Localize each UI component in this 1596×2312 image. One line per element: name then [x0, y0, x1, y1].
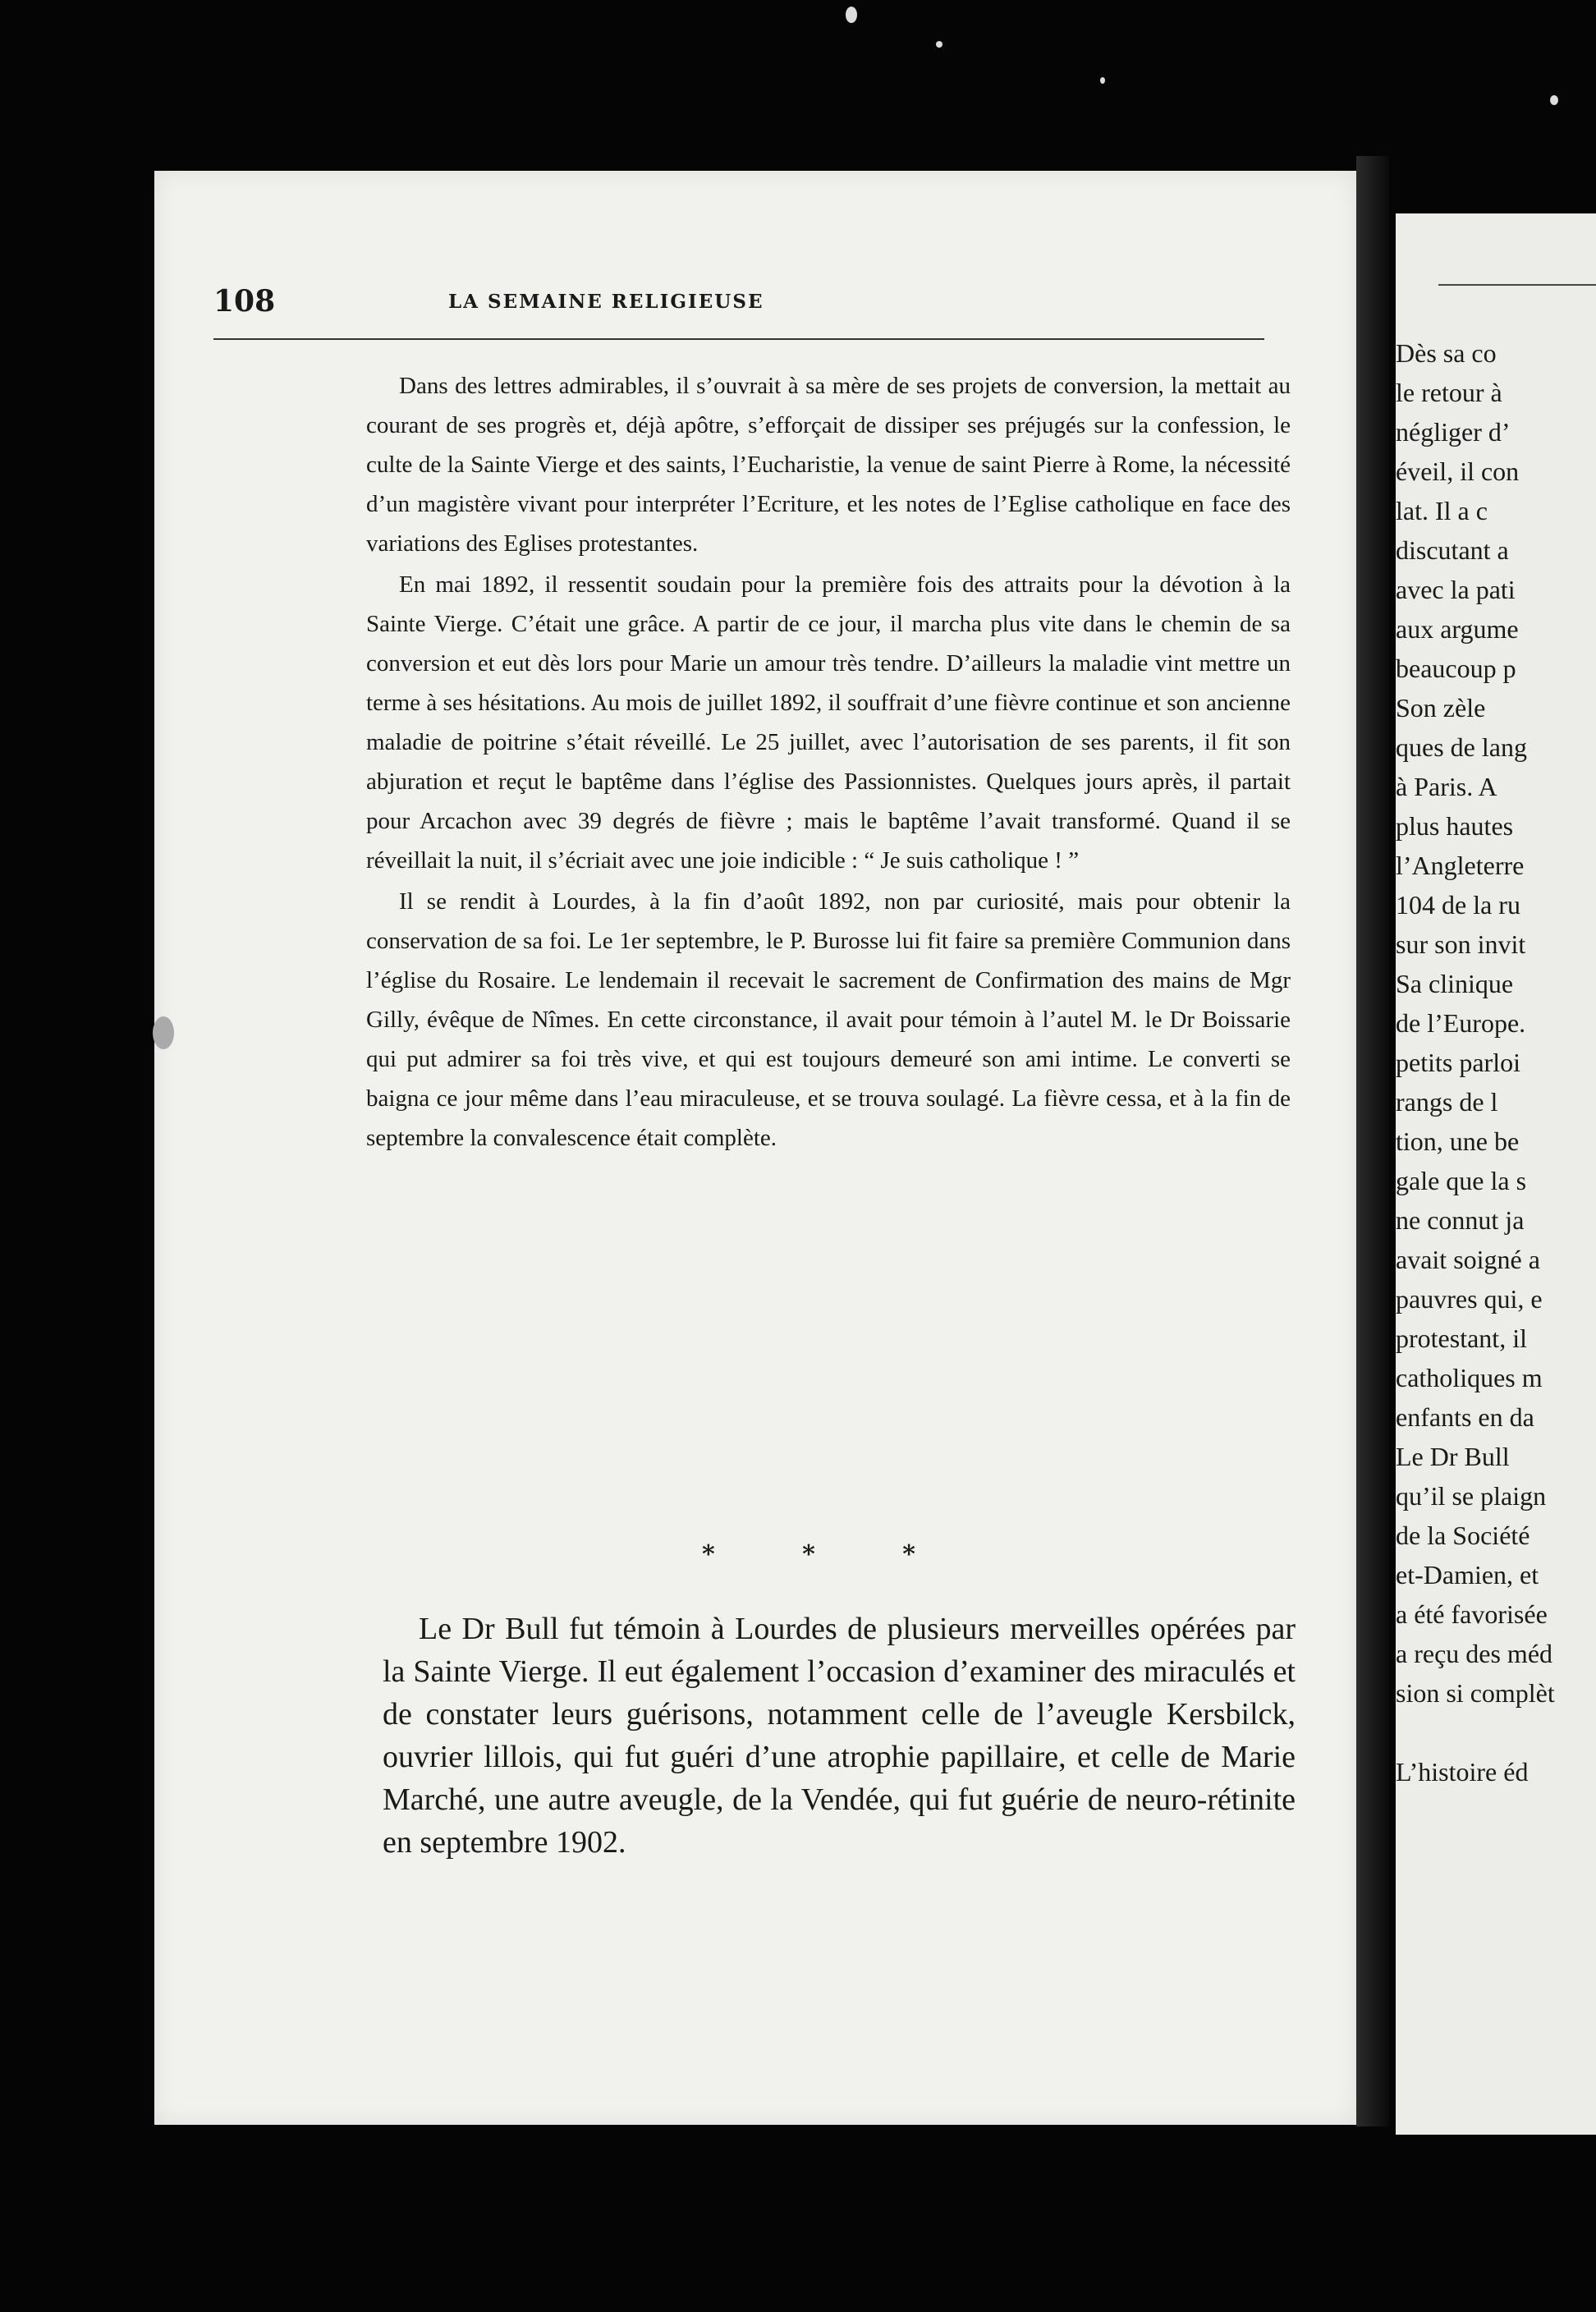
facing-page-line: aux argume	[1396, 614, 1519, 644]
facing-page-line: enfants en da	[1396, 1402, 1534, 1432]
paragraph-3: Il se rendit à Lourdes, à la fin d’août 1892, non par curiosité, mais pour obtenir la conservation de sa foi. Le 1er septembre, le P. Burosse lui fit faire sa première Communion dans l’église du Rosaire. Le lendemain il recevait le sacrement de Confirmation des mains de Mgr Gilly, évêque de Nîmes. En cette circonstance, il avait pour témoin à l’autel M. le Dr Boissarie qui put admirer sa foi très vive, et qui est toujours demeuré son ami intime. Le converti se baigna ce jour même dans l’eau miraculeuse, et se trouva soulagé. La fièvre cessa, et à la fin de septembre la convalescence était complète.	[366, 888, 1291, 1151]
facing-page-text	[1396, 333, 1596, 1791]
facing-page-line: à Paris. A	[1396, 772, 1497, 801]
facing-page-line: a été favorisée	[1396, 1599, 1548, 1629]
facing-page-line: gale que la s	[1396, 1166, 1527, 1195]
header-rule	[213, 338, 1264, 340]
facing-page-line: de la Société	[1396, 1521, 1530, 1550]
facing-page-line: Sa clinique	[1396, 969, 1514, 998]
facing-page-line: discutant a	[1396, 535, 1509, 565]
facing-page-line: Dès sa co	[1396, 338, 1497, 368]
scan-speck	[936, 41, 942, 48]
facing-page-line: lat. Il a c	[1396, 496, 1488, 525]
facing-page-line: L’histoire éd	[1396, 1757, 1529, 1787]
facing-page-line: protestant, il	[1396, 1323, 1527, 1353]
page-edge-shadow	[1356, 156, 1389, 2126]
scan-speck	[153, 1016, 174, 1049]
facing-page-line: et-Damien, et	[1396, 1560, 1539, 1590]
facing-page-line	[1396, 1713, 1596, 1752]
facing-page-line: Le Dr Bull	[1396, 1442, 1510, 1471]
facing-page-line: sion si complèt	[1396, 1678, 1555, 1708]
page-number: 108	[213, 284, 276, 319]
facing-page-line: Son zèle	[1396, 693, 1486, 722]
scan-speck	[846, 7, 857, 23]
facing-page-line: tion, une be	[1396, 1126, 1520, 1156]
scan-speck	[1550, 95, 1558, 105]
facing-page-line: ques de lang	[1396, 732, 1527, 762]
paragraph-1: Dans des lettres admirables, il s’ouvrait à sa mère de ses projets de conversion, la mettait au courant de ses progrès et, déjà apôtre, s’efforçait de dissiper ses préjugés sur la confession, le culte de la Sainte Vierge et des saints, l’Eucharistie, la venue de saint Pierre à Rome, la nécessité d’un magistère vivant pour interpréter l’Ecriture, et les notes de l’Eglise catholique en face des variations des Eglises protestantes.	[366, 373, 1291, 557]
facing-page-line: le retour à	[1396, 378, 1502, 407]
facing-page	[1396, 213, 1596, 2135]
lead-section	[383, 1608, 1296, 1864]
facing-page-line: sur son invit	[1396, 929, 1526, 959]
facing-page-line: a reçu des méd	[1396, 1639, 1553, 1668]
facing-page-line: beaucoup p	[1396, 654, 1516, 683]
facing-page-line: avait soigné a	[1396, 1245, 1540, 1274]
facing-page-line: l’Angleterre	[1396, 851, 1525, 880]
facing-page-line: de l’Europe.	[1396, 1008, 1526, 1038]
facing-page-rule	[1438, 284, 1596, 286]
facing-page-line: pauvres qui, e	[1396, 1284, 1543, 1314]
lead-paragraph: Le Dr Bull fut témoin à Lourdes de plusieurs merveilles opérées par la Sainte Vierge. Il eut également l’occasion d’examiner des miraculés et de constater leurs guérisons, notamment celle de l’aveugle Kersbilck, ouvrier lillois, qui fut guéri d’une atrophie papillaire, et celle de Marie Marché, une autre aveugle, de la Vendée, qui fut guérie de neuro-rétinite en septembre 1902.	[383, 1612, 1296, 1860]
facing-page-line: plus hautes	[1396, 811, 1514, 841]
facing-page-line: catholiques m	[1396, 1363, 1543, 1392]
section-break-asterism: * * *	[702, 1540, 955, 1569]
body-text	[366, 366, 1291, 1159]
facing-page-line: rangs de l	[1396, 1087, 1498, 1117]
facing-page-line: 104 de la ru	[1396, 890, 1520, 920]
facing-page-line: qu’il se plaign	[1396, 1481, 1547, 1511]
facing-page-line: ne connut ja	[1396, 1205, 1525, 1235]
scan-speck	[1100, 77, 1105, 84]
paragraph-2: En mai 1892, il ressentit soudain pour la première fois des attraits pour la dévotion à la Sainte Vierge. C’était une grâce. A partir de ce jour, il marcha plus vite dans le chemin de sa conversion et eut dès lors pour Marie un amour très tendre. D’ailleurs la maladie vint mettre un terme à ses hésitations. Au mois de juillet 1892, il souffrait d’une fièvre continue et son ancienne maladie de poitrine s’était réveillé. Le 25 juillet, avec l’autorisation de ses parents, il fit son abjuration et reçut le baptême dans l’église des Passionnistes. Quelques jours après, il partait pour Arcachon avec 39 degrés de fièvre ; mais le baptême l’avait transformé. Quand il se réveillait la nuit, il s’écriait avec une joie indicible : “ Je suis catholique ! ”	[366, 571, 1291, 874]
running-title: LA SEMAINE RELIGIEUSE	[448, 291, 764, 313]
facing-page-line: avec la pati	[1396, 575, 1516, 604]
facing-page-line: éveil, il con	[1396, 456, 1520, 486]
facing-page-line: petits parloi	[1396, 1048, 1520, 1077]
page-header	[213, 284, 1264, 323]
facing-page-line: négliger d’	[1396, 417, 1511, 447]
